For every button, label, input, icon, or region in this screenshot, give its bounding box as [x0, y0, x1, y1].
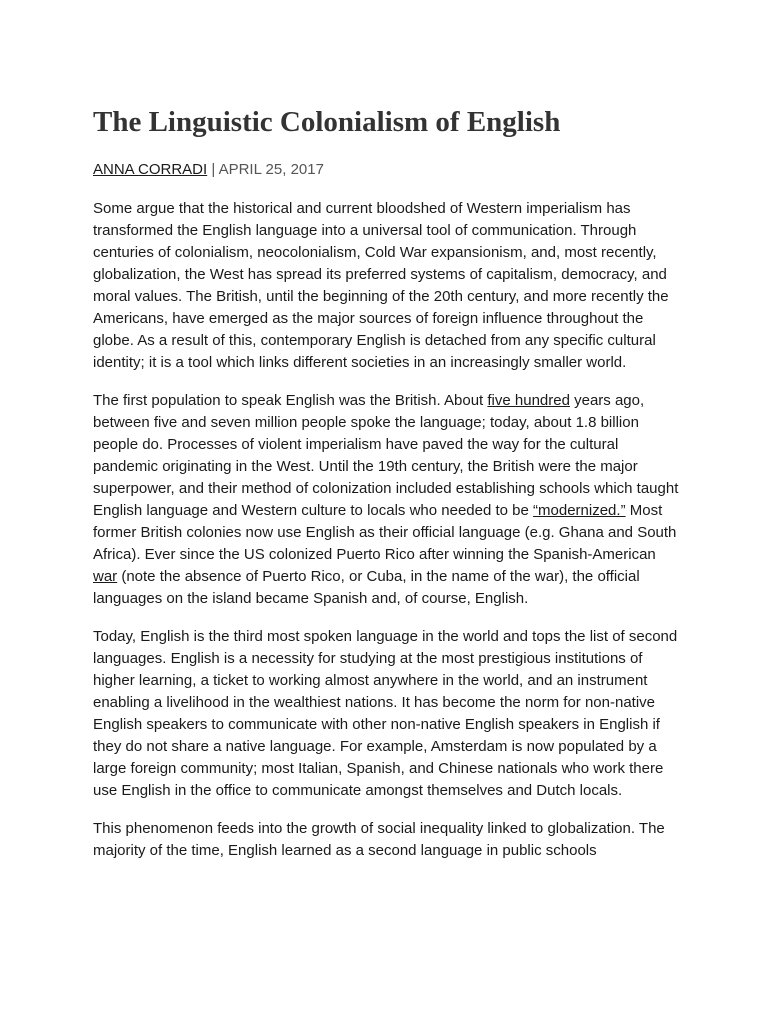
paragraph-2 — [93, 390, 683, 610]
paragraph-2-text-b: years ago, between five and seven million people spoke the language; today, about 1.8 billion people do. Processes of violent imperialism have paved the way for the cultural pandemic originating in the West. Until the 19th century, the British were the major superpower, and their method of colonization included establishing schools which taught English language and Western culture to locals who needed to be — [93, 392, 679, 519]
paragraph-3: Today, English is the third most spoken language in the world and tops the list of second languages. English is a necessity for studying at the most prestigious institutions of higher learning, a ticket to working almost anywhere in the world, and an instrument enabling a livelihood in the wealthiest nations. It has become the norm for non-native English speakers to communicate with other non-native English speakers in English if they do not share a native language. For example, Amsterdam is now populated by a large foreign community; most Italian, Spanish, and Chinese nationals who work there use English in the office to communicate amongst themselves and Dutch locals. — [93, 628, 678, 799]
article-title: The Linguistic Colonialism of English — [93, 106, 561, 138]
paragraph-2-text-a: The first population to speak English was the British. About — [93, 392, 488, 409]
author-link[interactable]: ANNA CORRADI — [93, 161, 208, 178]
paragraph-2-text-d: (note the absence of Puerto Rico, or Cuba, in the name of the war), the official languages on the island became Spanish and, of course, English. — [93, 568, 640, 607]
paragraph-4: This phenomenon feeds into the growth of social inequality linked to globalization. The majority of the time, English learned as a second language in public schools — [93, 820, 665, 859]
five-hundred-link[interactable]: five hundred — [487, 392, 570, 409]
modernized-link[interactable]: “modernized.” — [533, 502, 626, 519]
publish-date: APRIL 25, 2017 — [218, 161, 324, 178]
war-link[interactable]: war — [93, 568, 118, 585]
article-body — [93, 198, 683, 878]
byline — [93, 160, 324, 180]
byline-separator: | — [207, 161, 219, 178]
paragraph-1: Some argue that the historical and current bloodshed of Western imperialism has transformed the English language into a universal tool of communication. Through centuries of colonialism, neocolonialism, Cold War expansionism, and, most recently, globalization, the West has spread its preferred systems of capitalism, democracy, and moral values. The British, until the beginning of the 20th century, and more recently the Americans, have emerged as the major sources of foreign influence throughout the globe. As a result of this, contemporary English is detached from any specific cultural identity; it is a tool which links different societies in an increasingly smaller world. — [93, 200, 669, 371]
paragraph-2-text-c: Most former British colonies now use English as their official language (e.g. Ghana and South Africa). Ever since the US colonized Puerto Rico after winning the Spanish-American — [93, 502, 677, 563]
